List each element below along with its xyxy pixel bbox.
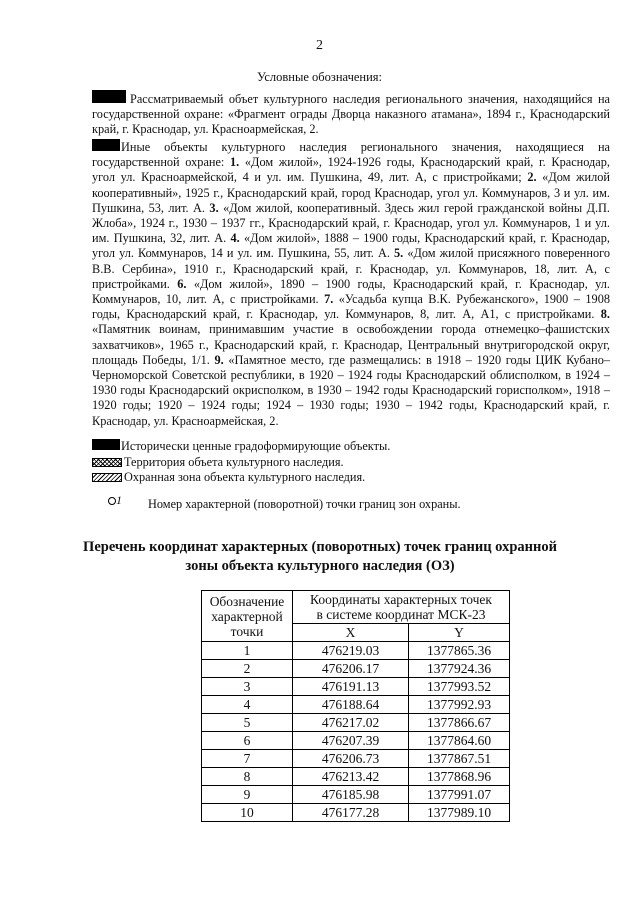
coordinates-table-body: [202, 642, 510, 822]
legend-title: Условные обозначения:: [256, 70, 383, 84]
object-number: 6.: [177, 276, 187, 291]
table-row: [202, 786, 510, 804]
object-description: «Усадьба купца В.К. Рубежанского», 1900 – 1908 годы, Краснодарский край, г. Краснодар, ул. Коммунаров, 8, лит. А, А1, с пристройками.: [92, 292, 610, 322]
table-row: [202, 642, 510, 660]
point-number-cell: 7: [202, 750, 293, 768]
point-number-cell: 3: [202, 678, 293, 696]
table-row: [202, 732, 510, 750]
page-number: 2: [316, 38, 323, 53]
object-description: «Дом жилой, кооперативный. Здесь жил герой гражданской войны Д.П. Жлоба», 1924 г., 1930 – 1937 гг., Краснодарский край, г. Краснодар, угол ул. Коммунаров, 1 и ул. им. Пушкина, 32, лит. А.: [92, 200, 610, 246]
table-title-line1: Перечень координат характерных (поворотных) точек границ охранной: [83, 539, 557, 555]
table-row: [202, 696, 510, 714]
x-coordinate-cell: 476206.73: [293, 750, 409, 768]
object-number: 9.: [214, 352, 224, 367]
y-coordinate-cell: 1377924.36: [409, 660, 510, 678]
legend-swatch-black: [92, 90, 126, 103]
object-number: 1.: [230, 155, 240, 170]
legend-swatch-black: [92, 139, 120, 151]
object-description: «Памятное место, где размещались: в 1918 – 1920 годы ЦИК Кубано–Черноморской Советской республики, в 1920 – 1924 годы Краснодарский облисполком, в 1924 – 1930 годы Краснодарский окрисполком, в 1930 – 1942 годы Краснодарский горисполком», 1918 – 1920 годы; 1920 – 1924 годы; 1924 – 1930 годы; 1930 – 1942 годы, Краснодарский край, г. Краснодар, ул. Красноармейская, 2.: [92, 352, 610, 428]
y-coordinate-cell: 1377864.60: [409, 732, 510, 750]
table-title-line2: зоны объекта культурного наследия (ОЗ): [185, 558, 455, 574]
col-header-x: X: [293, 624, 409, 642]
y-coordinate-cell: 1377992.93: [409, 696, 510, 714]
point-marker-label: 1: [116, 493, 122, 507]
object-number: 8.: [600, 307, 610, 322]
point-number-cell: 10: [202, 804, 293, 822]
legend-historic-objects-text: Исторически ценные градоформирующие объекты.: [121, 439, 391, 453]
y-coordinate-cell: 1377865.36: [409, 642, 510, 660]
legend-territory: Территория объета культурного наследия.: [124, 455, 344, 469]
table-row: [202, 768, 510, 786]
object-number: 4.: [230, 231, 240, 246]
table-row: [202, 804, 510, 822]
object-description: «Дом жилой кооперативный», 1925 г., Краснодарский край, город Краснодар, угол ул. Коммунаров, 3 и ул. им. Пушкина, 53, лит. А.: [92, 170, 610, 215]
x-coordinate-cell: 476219.03: [293, 642, 409, 660]
x-coordinate-cell: 476206.17: [293, 660, 409, 678]
x-coordinate-cell: 476188.64: [293, 696, 409, 714]
point-number-cell: 1: [202, 642, 293, 660]
y-coordinate-cell: 1377866.67: [409, 714, 510, 732]
table-row: [202, 678, 510, 696]
legend-protection-zone: Охранная зона объекта культурного наследия.: [124, 470, 366, 484]
object-description: «Дом жилой», 1890 – 1900 годы, Краснодарский край, г. Краснодар, ул. Коммунаров, 10, лит. А, с пристройками.: [92, 276, 610, 307]
col-header-point: Обозначение характерной точки: [202, 591, 293, 642]
legend-other-objects-intro: Иные объекты культурного наследия регионального значения, находящиеся на государственной охране:: [92, 140, 610, 170]
coordinates-table: [201, 590, 510, 822]
table-title: [60, 538, 580, 576]
object-number: 3.: [209, 200, 219, 215]
legend-historic-objects: [92, 439, 390, 454]
point-number-cell: 8: [202, 768, 293, 786]
point-marker-icon: [108, 493, 122, 508]
col-header-y: Y: [409, 624, 510, 642]
legend-main-object-text: Рассматриваемый объет культурного наследия регионального значения, находящийся на государственной охране: «Фрагмент ограды Дворца наказного атамана», 1894 г., Краснодарский край, г. Краснодар, ул. Красноармейская, 2.: [92, 92, 610, 137]
object-description: «Дом жилой присяжного поверенного В.В. Сербина», 1910 г., Краснодарский край, г. Краснодар, ул. Коммунаров, 18, лит. А, с пристройками.: [92, 246, 610, 291]
object-number: 5.: [394, 246, 404, 261]
legend-swatch-black: [92, 439, 120, 450]
y-coordinate-cell: 1377993.52: [409, 678, 510, 696]
point-number-cell: 6: [202, 732, 293, 750]
x-coordinate-cell: 476217.02: [293, 714, 409, 732]
table-row: [202, 714, 510, 732]
territory-hatch-swatch: [92, 458, 122, 467]
object-description: «Дом жилой», 1924-1926 годы, Краснодарский край, г. Краснодар, угол ул. Красноармейской, 4 и ул. им. Пушкина, 49, лит. А, с пристройками;: [92, 155, 610, 185]
point-number-cell: 5: [202, 714, 293, 732]
table-row: [202, 750, 510, 768]
protection-zone-hatch-swatch: [92, 473, 122, 482]
object-number: 2.: [527, 170, 537, 185]
x-coordinate-cell: 476191.13: [293, 678, 409, 696]
y-coordinate-cell: 1377868.96: [409, 768, 510, 786]
x-coordinate-cell: 476213.42: [293, 768, 409, 786]
col-header-coordinates: Координаты характерных точек в системе координат МСК-23: [293, 591, 510, 624]
x-coordinate-cell: 476207.39: [293, 732, 409, 750]
object-description: «Дом жилой», 1888 – 1900 годы, Краснодарский край, г. Краснодар, угол ул. Коммунаров, 14 и ул. им. Пушкина, 55, лит. А.: [92, 231, 610, 261]
y-coordinate-cell: 1377867.51: [409, 750, 510, 768]
object-description: «Памятник воинам, принимавшим участие в освобождении города отнемецко–фашистских захватчиков», 1965 г., Краснодарский край, г. Краснодар, Центральный внутригородской округ, площадь Победы, 1/1.: [92, 322, 610, 367]
object-number: 7.: [324, 292, 334, 307]
table-row: [202, 660, 510, 678]
point-number-cell: 2: [202, 660, 293, 678]
legend-other-objects: [92, 139, 610, 429]
x-coordinate-cell: 476185.98: [293, 786, 409, 804]
legend-point-number: Номер характерной (поворотной) точки границ зон охраны.: [148, 497, 461, 511]
y-coordinate-cell: 1377991.07: [409, 786, 510, 804]
y-coordinate-cell: 1377989.10: [409, 804, 510, 822]
x-coordinate-cell: 476177.28: [293, 804, 409, 822]
point-number-cell: 4: [202, 696, 293, 714]
point-number-cell: 9: [202, 786, 293, 804]
legend-main-object: [92, 90, 610, 138]
